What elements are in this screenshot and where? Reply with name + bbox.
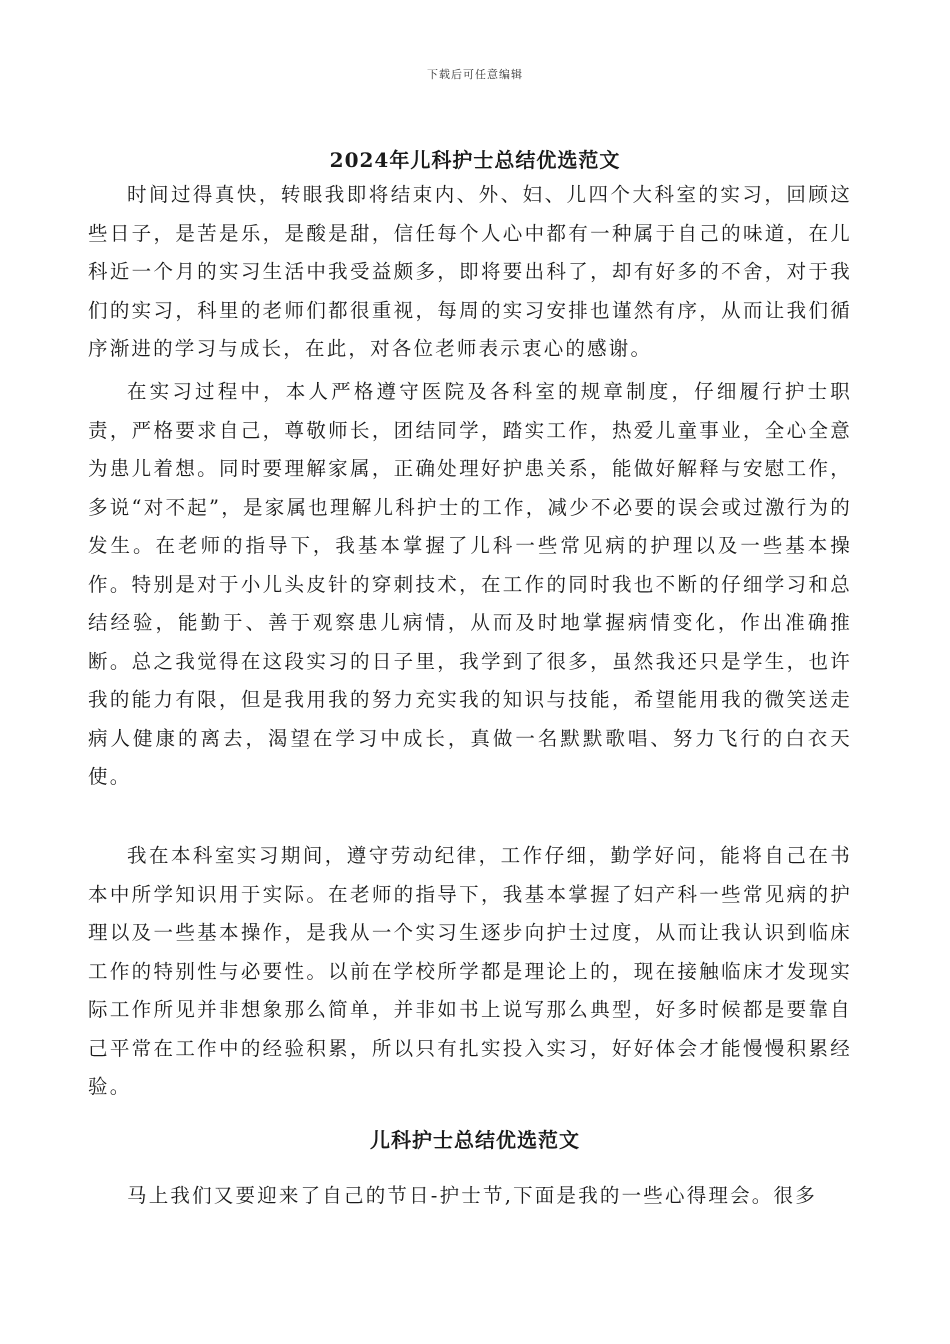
paragraph-3: 我在本科室实习期间，遵守劳动纪律，工作仔细，勤学好问，能将自己在书本中所学知识用于实际。在老师的指导下，我基本掌握了妇产科一些常见病的护理以及一些基本操作，是我从一个实习生逐步向护士过度，从而让我认识到临床工作的特别性与必要性。以前在学校所学都是理论上的，现在接触临床才发现实际工作所见并非想象那么简单，并非如书上说写那么典型，好多时候都是要靠自己平常在工作中的经验积累，所以只有扎实投入实习，好好体会才能慢慢积累经验。 (88, 844, 852, 1098)
document-title: 2024年儿科护士总结优选范文 (329, 148, 621, 172)
header-note: 下载后可任意编辑 (427, 68, 523, 81)
paragraph-1: 时间过得真快，转眼我即将结束内、外、妇、儿四个大科室的实习，回顾这些日子，是苦是乐，是酸是甜，信任每个人心中都有一种属于自己的味道，在儿科近一个月的实习生活中我受益颇多，即将要出科了，却有好多的不舍，对于我们的实习，科里的老师们都很重视，每周的实习安排也谨然有序，从而让我们循序渐进的学习与成长，在此，对各位老师表示衷心的感谢。 (88, 183, 852, 360)
section-subtitle: 儿科护士总结优选范文 (370, 1128, 580, 1152)
paragraph-2: 在实习过程中，本人严格遵守医院及各科室的规章制度，仔细履行护士职责，严格要求自己，尊敬师长，团结同学，踏实工作，热爱儿童事业，全心全意为患儿着想。同时要理解家属，正确处理好护患关系，能做好解释与安慰工作，多说“对不起”，是家属也理解儿科护士的工作，减少不必要的误会或过激行为的发生。在老师的指导下，我基本掌握了儿科一些常见病的护理以及一些基本操作。特别是对于小儿头皮针的穿刺技术，在工作的同时我也不断的仔细学习和总结经验，能勤于、善于观察患儿病情，从而及时地掌握病情变化，作出准确推断。总之我觉得在这段实习的日子里，我学到了很多，虽然我还只是学生，也许我的能力有限，但是我用我的努力充实我的知识与技能，希望能用我的微笑送走病人健康的离去，渴望在学习中成长，真做一名默默歌唱、努力飞行的白衣天使。 (88, 380, 852, 788)
paragraph-4: 马上我们又要迎来了自己的节日-护士节,下面是我的一些心得理会。很多 (127, 1184, 817, 1207)
